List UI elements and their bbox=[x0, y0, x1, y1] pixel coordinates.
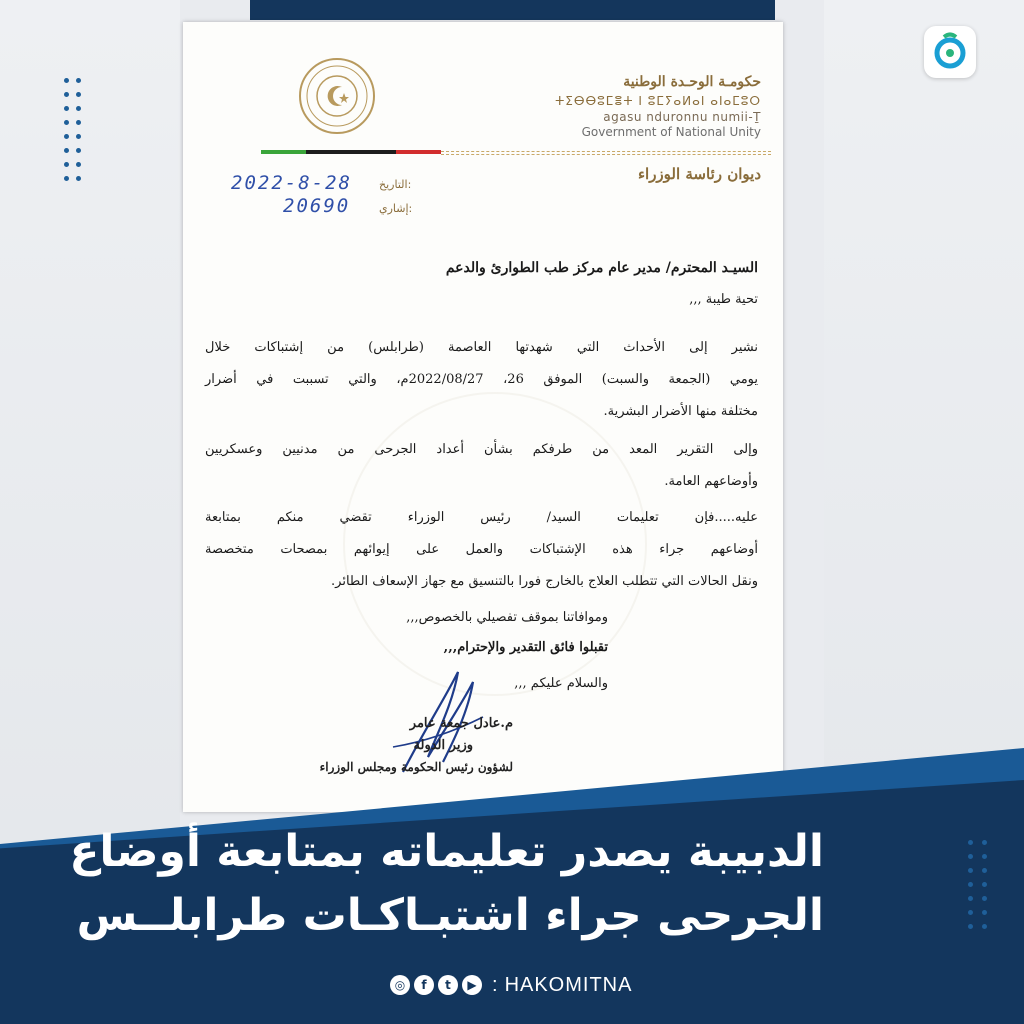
logo-icon bbox=[924, 26, 976, 78]
greeting: تحية طيبة ,,, bbox=[689, 292, 758, 307]
headline-line-1: الدبيبة يصدر تعليماته بمتابعة أوضاع bbox=[69, 826, 824, 877]
office-name: ديوان رئاسة الوزراء bbox=[637, 165, 761, 183]
libya-flag-stripe bbox=[261, 150, 441, 154]
signatory-role: لشؤون رئيس الحكومة ومجلس الوزراء bbox=[319, 760, 513, 774]
handwritten-date: 2022-8-28 bbox=[231, 172, 352, 194]
top-accent-bar bbox=[250, 0, 775, 20]
social-handle: HAKOMITNA bbox=[504, 973, 633, 996]
closing-request: وموافاتنا بموقف تفصيلي بالخصوص,,, bbox=[406, 610, 608, 625]
instagram-icon[interactable]: ◎ bbox=[390, 975, 410, 995]
paragraph-3-line-3: ونقل الحالات التي تتطلب العلاج بالخارج فورا بالتنسيق مع جهاز الإسعاف الطائر. bbox=[331, 574, 758, 589]
facebook-icon[interactable]: f bbox=[414, 975, 434, 995]
paragraph-1-line-1: نشير إلى الأحداث التي شهدتها العاصمة (طرابلس) من إشتباكات خلال bbox=[205, 340, 758, 355]
paragraph-1-line-3: مختلفة منها الأضرار البشرية. bbox=[603, 404, 758, 419]
paragraph-1-line-2: يومي (الجمعة والسبت) الموفق 26، 2022/08/27م، والتي تسببت في أضرار bbox=[205, 372, 758, 387]
header-divider bbox=[441, 151, 771, 155]
closing-respect: تقبلوا فائق التقدير والإحترام,,, bbox=[443, 640, 608, 655]
official-letter bbox=[183, 22, 783, 812]
paragraph-2-line-2: وأوضاعهم العامة. bbox=[664, 474, 758, 489]
government-title-tifinagh: ⵜⵉⴱⴱⵓⵎⴻⵜ ⵏ ⵓⵎⵢⴰⵍⴰⵏ ⴰⵏⴰⵎⵓⵔ bbox=[555, 94, 761, 108]
addressee: السيـد المحترم/ مدير عام مركز طب الطوارئ والدعم bbox=[445, 260, 758, 276]
handle-prefix: : bbox=[492, 973, 499, 996]
state-emblem-icon bbox=[298, 57, 376, 135]
paragraph-2-line-1: وإلى التقرير المعد من طرفكم بشأن أعداد الجرحى من مدنيين وعسكريين bbox=[205, 442, 758, 457]
government-title-arabic: حكومـة الوحـدة الوطنية bbox=[623, 74, 761, 90]
signatory-title: وزير الدولة bbox=[413, 738, 473, 753]
reference-label: إشاري: bbox=[379, 202, 413, 215]
closing-salutation: والسلام عليكم ,,, bbox=[514, 676, 608, 691]
social-bar bbox=[390, 968, 632, 1002]
paragraph-3-line-1: عليه.....فإن تعليمات السيد/ رئيس الوزراء تقضي منكم بمتابعة bbox=[205, 510, 758, 525]
date-label: التاريخ: bbox=[379, 178, 412, 191]
hakomitna-logo bbox=[924, 26, 976, 78]
youtube-icon[interactable]: ▶ bbox=[462, 975, 482, 995]
government-title-amazigh-latin: agasu nduronnu numii-Ṯ bbox=[603, 110, 761, 124]
government-title-english: Government of National Unity bbox=[581, 125, 761, 139]
headline-line-2: الجرحى جراء اشتبـاكـات طرابلــس bbox=[76, 890, 824, 941]
paragraph-3-line-2: أوضاعهم جراء هذه الإشتباكات والعمل على إيوائهم بمصحات متخصصة bbox=[205, 542, 758, 557]
twitter-icon[interactable]: t bbox=[438, 975, 458, 995]
handwritten-reference: 20690 bbox=[283, 195, 351, 217]
signatory-name: م.عادل جمعة عامر bbox=[409, 716, 513, 731]
